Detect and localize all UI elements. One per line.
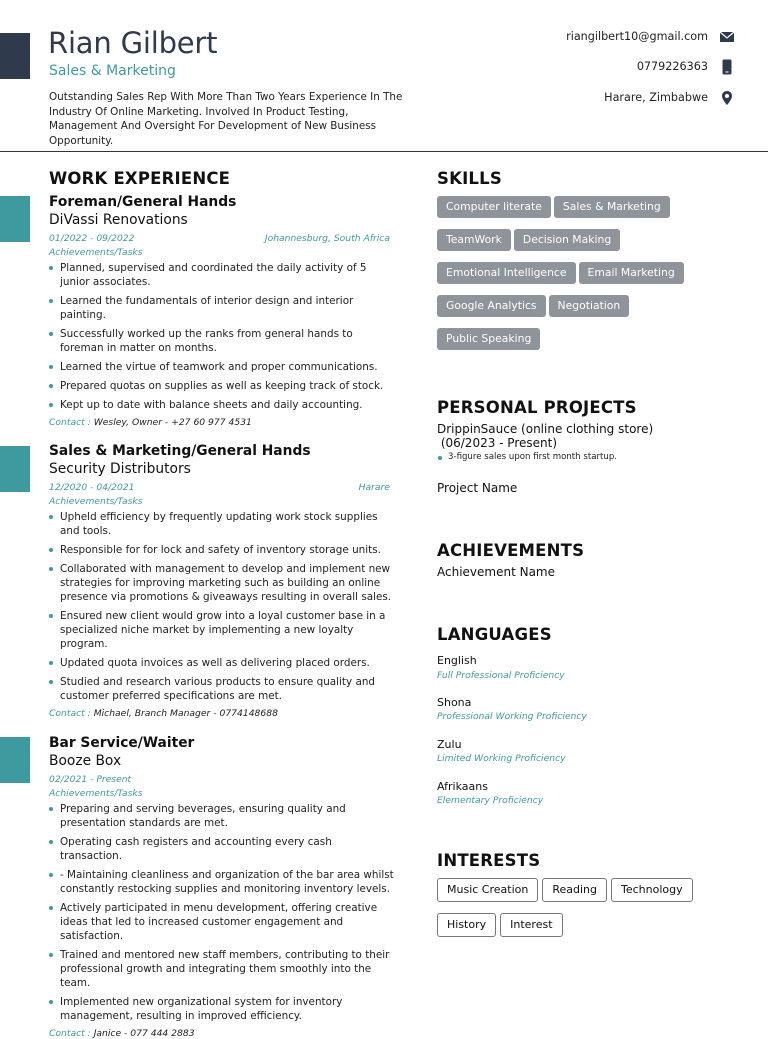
personal-projects-heading: PERSONAL PROJECTS [437,398,637,417]
list-item: Upheld efficiency by frequently updating work stock supplies and tools. [49,510,394,538]
job-location: Johannesburg, South Africa [264,233,390,244]
contact-label: Contact : [49,708,91,719]
header-accent-block [0,33,30,79]
list-item: - Maintaining cleanliness and organization of the bar area whilst constantly restocking supplies and monitoring inventory levels. [49,868,394,896]
job-dates: 01/2022 - 09/2022 [49,233,135,244]
skill-chip: Decision Making [514,229,620,251]
languages-heading: LANGUAGES [437,625,552,644]
list-item: Updated quota invoices as well as delivering placed orders. [49,656,394,670]
interest-tag: Interest [500,913,562,937]
job-meta [49,774,394,788]
job-reference [49,708,394,719]
contact-label: Contact : [49,417,91,428]
language-level: Full Professional Proficiency [437,670,565,681]
list-item: Learned the virtue of teamwork and proper communications. [49,360,394,374]
job-title: Foreman/General Hands [49,194,237,210]
interest-tag: Technology [611,878,693,902]
interests-heading: INTERESTS [437,851,541,870]
achievements-label: Achievements/Tasks [49,788,143,799]
project-name: DrippinSauce (online clothing store) [437,422,654,436]
language-name: Shona [437,696,472,709]
task-list [49,510,394,703]
job-marker [0,737,30,783]
achievement-name: Achievement Name [437,565,556,579]
skill-chip: Sales & Marketing [554,196,670,218]
list-item: Operating cash registers and accounting every cash transaction. [49,835,394,863]
list-item: Prepared quotas on supplies as well as keeping track of stock. [49,379,394,393]
interest-tag: History [437,913,496,937]
job-reference [49,1028,394,1039]
job-dates: 12/2020 - 04/2021 [49,482,135,493]
task-list [49,802,394,1023]
work-experience-heading: WORK EXPERIENCE [49,169,231,188]
language-name: English [437,654,477,667]
skill-chip: Public Speaking [437,328,540,350]
job-entry [49,193,394,428]
contact-value: Michael, Branch Manager - 0774148688 [93,708,278,719]
interest-tag: Music Creation [437,878,538,902]
job-reference [49,417,394,428]
achievements-label: Achievements/Tasks [49,496,143,507]
job-title: Sales & Marketing/General Hands [49,443,311,459]
list-item: Studied and research various products to ensure quality and customer preferred specifications are met. [49,675,394,703]
language-name: Afrikaans [437,780,488,793]
achievements-heading: ACHIEVEMENTS [437,541,585,560]
job-location: Harare [358,482,390,493]
envelope-icon [719,29,735,45]
language-level: Professional Working Proficiency [437,711,587,722]
project-bullet: 3-figure sales upon first month startup. [437,452,617,462]
list-item: Implemented new organizational system for inventory management, resulting in improved efficiency. [49,995,394,1023]
skill-chip: Google Analytics [437,295,546,317]
list-item: Responsible for for lock and safety of inventory storage units. [49,543,394,557]
phone-text[interactable]: 0779226363 [636,60,708,73]
interests-list [437,878,737,948]
header-divider [0,151,768,152]
list-item: Preparing and serving beverages, ensuring quality and presentation standards are met. [49,802,394,830]
phone-icon [719,59,735,75]
project-title [437,422,653,450]
job-meta [49,233,394,247]
skill-chip: Computer literate [437,196,551,218]
skill-chip: Email Marketing [579,262,684,284]
skill-chip: Negotiation [549,295,630,317]
map-pin-icon [719,90,735,106]
language-level: Limited Working Proficiency [437,753,566,764]
candidate-name: Rian Gilbert [48,26,218,60]
skills-list [437,196,737,361]
job-marker [0,446,30,492]
contact-label: Contact : [49,1028,91,1039]
job-marker [0,196,30,242]
candidate-role: Sales & Marketing [49,63,176,79]
list-item: Collaborated with management to develop and implement new strategies for improving marketing such as building an online presence via promotions & giveaways resulting in overall sales. [49,562,394,604]
task-list [49,261,394,412]
job-company: Security Distributors [49,461,191,477]
language-name: Zulu [437,738,462,751]
achievements-label: Achievements/Tasks [49,247,143,258]
list-item: Actively participated in menu development, offering creative ideas that led to increased customer engagement and satisfaction. [49,901,394,943]
job-meta [49,482,394,496]
job-title: Bar Service/Waiter [49,735,195,751]
job-company: Booze Box [49,753,122,769]
location-text: Harare, Zimbabwe [604,91,708,104]
job-entry [49,442,394,719]
list-item: Ensured new client would grow into a loyal customer base in a specialized niche market by implementing a new loyalty program. [49,609,394,651]
job-dates: 02/2021 - Present [49,774,132,785]
list-item: Successfully worked up the ranks from general hands to foreman in matter on months. [49,327,394,355]
skill-chip: Emotional Intelligence [437,262,576,284]
email-text[interactable]: riangilbert10@gmail.com [566,30,708,43]
job-company: DiVassi Renovations [49,212,188,228]
contact-value: Janice - 077 444 2883 [93,1028,195,1039]
interest-tag: Reading [542,878,607,902]
job-entry [49,734,394,1039]
profile-summary: Outstanding Sales Rep With More Than Two Years Experience In The Industry Of Online Marketing. Involved In Product Testing, Management And Oversight For Development of New Business Opportunity. [49,91,403,147]
list-item: Trained and mentored new staff members, contributing to their professional growth and integrating them smoothly into the team. [49,948,394,990]
skills-heading: SKILLS [437,169,502,188]
list-item: Learned the fundamentals of interior design and interior painting. [49,294,394,322]
language-level: Elementary Proficiency [437,795,544,806]
project-dates: (06/2023 - Present) [437,436,558,450]
list-item: Planned, supervised and coordinated the daily activity of 5 junior associates. [49,261,394,289]
skill-chip: TeamWork [437,229,511,251]
list-item: Kept up to date with balance sheets and daily accounting. [49,398,394,412]
contact-value: Wesley, Owner - +27 60 977 4531 [93,417,252,428]
project-name-placeholder: Project Name [437,481,518,495]
